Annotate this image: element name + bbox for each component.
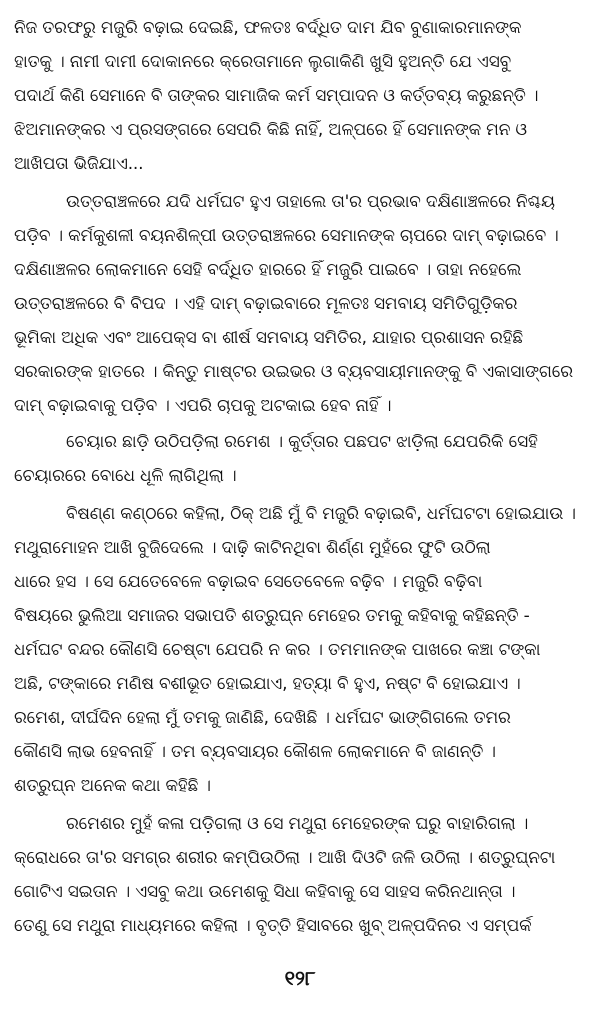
text-line: ଝିଅମାନଙ୍କର ଏ ପ୍ରସଙ୍ଗରେ ସେପରି କିଛି ନାହିଁ, ଅଳ୍ପରେ ହିଁ ସେମାନଙ୍କ ମନ ଓ [14,120,527,140]
text-line: ଶତ୍ରୁଘ୍ନ ଅନେକ କଥା କହିଛି । [14,776,211,796]
text-line: ନିଜ ତରଫରୁ ମଜୁରି ବଢ଼ାଇ ଦେଇଛି, ଫଳତଃ ବର୍ଦ୍ଧିତ ଦାମ ଯିବ ବୁଣାକାରମାନଙ୍କ [14,18,522,38]
text-line: ଧର୍ମଘଟ ବନ୍ଦର କୌଣସି ଚେଷ୍ଟା ଯେପରି ନ କର । ତମମାନଙ୍କ ପାଖରେ କଞ୍ଚା ଟଙ୍କା [14,640,541,660]
text-line: କୌଣସି ଲାଭ ହେବନାହିଁ । ତମ ବ୍ୟବସାୟର କୌଶଳ ଲୋକମାନେ ବି ଜାଣନ୍ତି । [14,742,496,762]
paragraph-first-line: ଚେୟାର ଛାଡ଼ି ଉଠିପଡ଼ିଲା ରମେଶ । କୁର୍ତ୍ତାର ପଛପଟ ଝାଡ଼ିଲା ଯେପରିକି ସେହି [66,432,538,452]
text-line: ହାତକୁ । ନାମୀ ଦାମୀ ଦୋକାନରେ କ୍ରେତାମାନେ ଲୁଗାକିଣି ଖୁସି ହୁଅନ୍ତି ଯେ ଏସବୁ [14,52,511,72]
text-line: ତେଣୁ ସେ ମଥୁରା ମାଧ୍ୟମରେ କହିଲା । ବୃତ୍ତି ହିସାବରେ ଖୁବ୍ ଅଳ୍ପଦିନର ଏ ସମ୍ପର୍କ [14,916,532,936]
page-number: ୧୨୮ [284,966,316,990]
text-line: ପଡ଼ିବ । କର୍ମକୁଶଳୀ ବୟନଶିଳ୍ପୀ ଉତ୍ତରାଞ୍ଚଳରେ ସେମାନଙ୍କ ଚାପରେ ଦାମ୍ ବଢ଼ାଇବେ । [14,226,559,246]
text-line: ଆଖିପତା ଭିଜିଯାଏ... [14,154,144,174]
paragraph-first-line: ରମେଶର ମୁହଁ କଳା ପଡ଼ିଗଲା ଓ ସେ ମଥୁରା ମେହେରଙ୍କ ଘରୁ ବାହାରିଗଲା । [66,814,529,834]
paragraph-first-line: ବିଷଣ୍ଣ କଣ୍ଠରେ କହିଲା, ଠିକ୍ ଅଛି ମୁଁ ବି ମଜୁରି ବଢ଼ାଇବି, ଧର୍ମଘଟଟା ହୋଇଯାଉ । [66,504,576,524]
text-line: ଉତ୍ତରାଞ୍ଚଳରେ ବି ବିପଦ । ଏହି ଦାମ୍ ବଢ଼ାଇବାରେ ମୂଳତଃ ସମବାୟ ସମିତିଗୁଡ଼ିକର [14,294,518,314]
text-line: ମଥୁରାମୋହନ ଆଖି ବୁଜିଦେଲେ । ଦାଢ଼ି କାଟିନଥିବା ଶିର୍ଣ୍ଣ ମୁହଁରେ ଫୁଟି ଉଠିଲା [14,538,491,558]
text-line: ବିଷୟରେ ଭୁଲିଆ ସମାଜର ସଭାପତି ଶତ୍ରୁଘ୍ନ ମେହେର ତମକୁ କହିବାକୁ କହିଛନ୍ତି - [14,606,530,626]
text-line: ଦକ୍ଷିଣାଞ୍ଚଳର ଲୋକମାନେ ସେହି ବର୍ଦ୍ଧିତ ହାରରେ ହିଁ ମଜୁରି ପାଇବେ । ତାହା ନହେଲେ [14,260,522,280]
text-line: ଅଛି, ଟଙ୍କାରେ ମଣିଷ ବଶୀଭୂତ ହୋଇଯାଏ, ହତ୍ୟା ବି ହୁଏ, ନଷ୍ଟ ବି ହୋଇଯାଏ । [14,674,521,694]
text-line: ସରକାରଙ୍କ ହାତରେ । କିନ୍ତୁ ମାଷ୍ଟର ଉଇଭର ଓ ବ୍ୟବସାୟୀମାନଙ୍କୁ ବି ଏକାସାଙ୍ଗରେ [14,362,573,382]
text-line: କ୍ରୋଧରେ ତା'ର ସମଗ୍ର ଶରୀର କମ୍ପିଉଠିଲା । ଆଖି ଦିଓଟି ଜଳି ଉଠିଲା । ଶତ୍ରୁଘ୍ନଟା [14,848,556,868]
paragraph-first-line: ଉତ୍ତରାଞ୍ଚଳରେ ଯଦି ଧର୍ମଘଟ ହୁଏ ତାହାଲେ ତା'ର ପ୍ରଭାବ ଦକ୍ଷିଣାଞ୍ଚଳରେ ନିଶ୍ଚୟ [66,192,555,212]
text-line: ଧାରେ ହସ । ସେ ଯେତେବେଳେ ବଢ଼ାଇବ ସେତେବେଳେ ବଢ଼ିବ । ମଜୁରି ବଢ଼ିବା [14,572,483,592]
text-line: ଭୂମିକା ଅଧିକ ଏବଂ ଆପେକ୍ସ ବା ଶୀର୍ଷ ସମବାୟ ସମିତିର, ଯାହାର ପ୍ରଶାସନ ରହିଛି [14,328,523,348]
text-line: ଦାମ୍ ବଢ଼ାଇବାକୁ ପଡ଼ିବ । ଏପରି ଚାପକୁ ଅଟକାଇ ହେବ ନାହିଁ । [14,396,392,416]
text-line: ପଦାର୍ଥ କିଣି ସେମାନେ ବି ତାଙ୍କର ସାମାଜିକ କର୍ମ ସମ୍ପାଦନ ଓ କର୍ତ୍ତବ୍ୟ କରୁଛନ୍ତି । [14,86,539,106]
text-line: ଚେୟାରରେ ବୋଧେ ଧୂଳି ଲାଗିଥିଲା । [14,466,237,486]
text-line: ରମେଶ, ଦୀର୍ଘଦିନ ହେଲା ମୁଁ ତମକୁ ଜାଣିଛି, ଦେଖିଛି । ଧର୍ମଘଟ ଭାଙ୍ଗିଗଲେ ତମର [14,708,511,728]
text-line: ଗୋଟିଏ ସଇତାନ । ଏସବୁ କଥା ଉମେଶକୁ ସିଧା କହିବାକୁ ସେ ସାହସ କରିନଥାନ୍ତା । [14,882,516,902]
